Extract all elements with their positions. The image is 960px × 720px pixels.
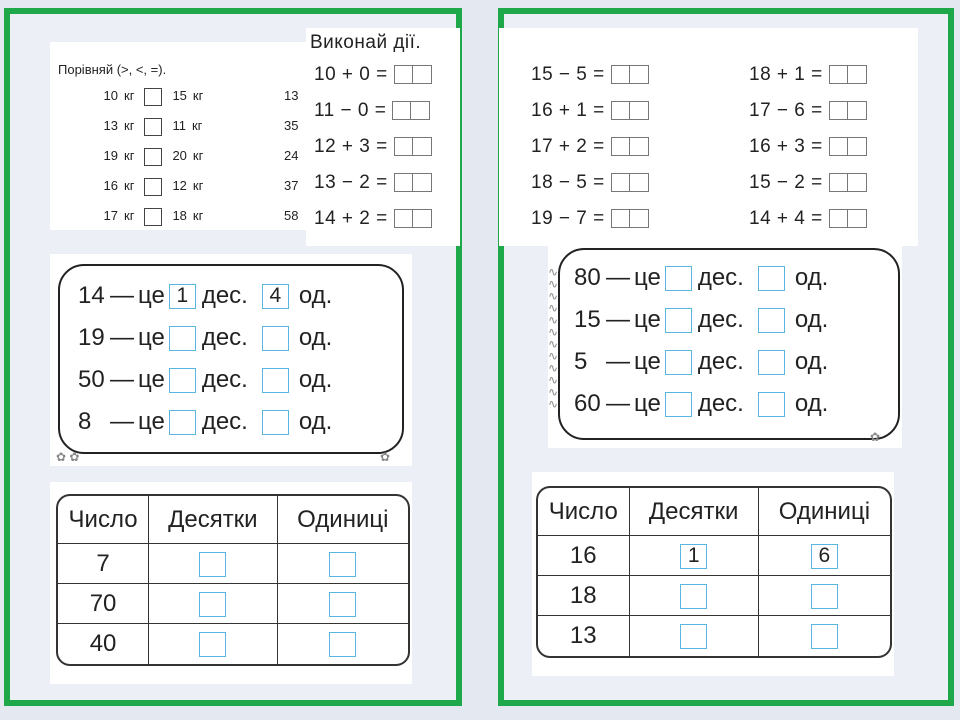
- unit-label: кг: [124, 88, 135, 104]
- table-cell-tens: [149, 584, 277, 624]
- left-table-card: [50, 482, 412, 684]
- answer-box-units[interactable]: [630, 209, 649, 228]
- unit-label: кг: [191, 118, 203, 134]
- table-cell-number: 13: [538, 616, 630, 656]
- decomp-number: 14: [78, 282, 105, 309]
- decomp-row: [574, 264, 828, 292]
- tens-answer-box[interactable]: [665, 350, 692, 375]
- column-header: Одиниці: [759, 488, 890, 536]
- units-answer-box[interactable]: [262, 410, 289, 435]
- task-answer-boxes[interactable]: [829, 100, 867, 122]
- decomp-word-des: дес.: [201, 366, 248, 393]
- table-cell-tens: [149, 624, 277, 664]
- tasks-card-right: [499, 28, 918, 246]
- units-answer-box[interactable]: [262, 326, 289, 351]
- answer-box-tens[interactable]: [611, 137, 630, 156]
- tens-answer-box[interactable]: [199, 552, 226, 577]
- compare-answer-box[interactable]: [144, 118, 162, 136]
- answer-box-tens[interactable]: [611, 65, 630, 84]
- answer-box-units[interactable]: [630, 137, 649, 156]
- decomp-dash: —: [606, 348, 630, 375]
- place-value-table: [536, 486, 892, 658]
- task-expression: 12 + 3 =: [314, 136, 388, 158]
- answer-box-tens[interactable]: [611, 173, 630, 192]
- task-expression: 15 − 5 =: [531, 64, 605, 86]
- decomp-dash: —: [110, 366, 134, 393]
- tens-answer-box[interactable]: [169, 368, 196, 393]
- decomp-dash: —: [606, 264, 630, 291]
- answer-box-units[interactable]: [630, 65, 649, 84]
- table-cell-tens: [630, 536, 759, 576]
- task-answer-boxes[interactable]: [829, 136, 867, 158]
- decomp-word-ce: це: [634, 264, 661, 291]
- task-answer-boxes[interactable]: [394, 64, 432, 86]
- table-cell-units: [278, 544, 408, 584]
- compare-right-value: 11: [172, 118, 186, 134]
- compare-extra-value: 35: [284, 118, 299, 133]
- task-row: [531, 100, 649, 122]
- units-answer-box[interactable]: 6: [811, 544, 838, 569]
- compare-row: [96, 178, 203, 196]
- doodle-decoration: ✿: [380, 450, 391, 464]
- decomp-word-ce: це: [138, 408, 165, 435]
- right-table-card: [532, 472, 894, 676]
- compare-row: [96, 208, 203, 226]
- answer-box-units[interactable]: [848, 209, 867, 228]
- task-row: [314, 64, 432, 86]
- task-row: [531, 172, 649, 194]
- units-answer-box[interactable]: [758, 308, 785, 333]
- decomp-word-des: дес.: [697, 348, 744, 375]
- tens-answer-box[interactable]: [169, 326, 196, 351]
- units-answer-box[interactable]: [811, 584, 838, 609]
- answer-box-units[interactable]: [848, 173, 867, 192]
- decomp-dash: —: [110, 282, 134, 309]
- units-answer-box[interactable]: [262, 368, 289, 393]
- compare-extra-value: 58: [284, 208, 299, 223]
- table-cell-tens: [630, 616, 759, 656]
- task-answer-boxes[interactable]: [829, 208, 867, 230]
- task-answer-boxes[interactable]: [394, 136, 432, 158]
- unit-label: кг: [192, 88, 204, 104]
- table-row: [58, 544, 408, 584]
- column-header: Десятки: [149, 496, 277, 544]
- table-cell-tens: [630, 576, 759, 616]
- decomp-row: [78, 366, 332, 394]
- compare-title: Порівняй (>, <, =).: [58, 62, 167, 77]
- table-row: [538, 576, 890, 616]
- table-cell-number: 7: [58, 544, 149, 584]
- answer-box-units[interactable]: [848, 65, 867, 84]
- compare-extra-value: 37: [284, 178, 299, 193]
- decomp-word-ce: це: [138, 366, 165, 393]
- table-cell-number: 70: [58, 584, 149, 624]
- column-header: Десятки: [630, 488, 759, 536]
- task-expression: 14 + 2 =: [314, 208, 388, 230]
- answer-box-units[interactable]: [411, 101, 430, 120]
- table-cell-tens: [149, 544, 277, 584]
- tasks-card: [306, 28, 460, 246]
- task-expression: 18 + 1 =: [749, 64, 823, 86]
- unit-label: кг: [124, 208, 135, 224]
- decomp-word-od: од.: [794, 306, 829, 333]
- compare-answer-box[interactable]: [144, 178, 162, 196]
- decomp-word-des: дес.: [201, 408, 248, 435]
- decomp-word-ce: це: [634, 306, 661, 333]
- task-row: [749, 172, 867, 194]
- unit-label: кг: [124, 178, 135, 194]
- decomp-word-od: од.: [794, 264, 829, 291]
- answer-box-tens[interactable]: [392, 101, 411, 120]
- task-row: [314, 100, 430, 122]
- tens-answer-box[interactable]: [169, 410, 196, 435]
- answer-box-units[interactable]: [413, 137, 432, 156]
- task-expression: 13 − 2 =: [314, 172, 388, 194]
- task-row: [531, 64, 649, 86]
- answer-box-units[interactable]: [413, 65, 432, 84]
- tens-answer-box[interactable]: 1: [169, 284, 196, 309]
- compare-right-value: 18: [172, 208, 187, 224]
- answer-box-tens[interactable]: [394, 65, 413, 84]
- task-expression: 11 − 0 =: [314, 100, 387, 122]
- compare-answer-box[interactable]: [144, 148, 162, 166]
- answer-box-tens[interactable]: [611, 209, 630, 228]
- decomp-word-ce: це: [138, 282, 165, 309]
- doodle-decoration: ✿ ✿: [56, 450, 80, 464]
- decomp-word-od: од.: [794, 390, 829, 417]
- decomp-word-od: од.: [298, 282, 333, 309]
- compare-row: [96, 88, 203, 106]
- task-answer-boxes[interactable]: [611, 100, 649, 122]
- task-expression: 16 + 3 =: [749, 136, 823, 158]
- task-expression: 17 + 2 =: [531, 136, 605, 158]
- table-cell-units: [759, 616, 890, 656]
- decomp-word-des: дес.: [201, 282, 248, 309]
- answer-box-tens[interactable]: [829, 137, 848, 156]
- decomp-row: [78, 324, 332, 352]
- task-answer-boxes[interactable]: [394, 172, 432, 194]
- units-answer-box[interactable]: 4: [262, 284, 289, 309]
- task-row: [531, 208, 649, 230]
- task-expression: 15 − 2 =: [749, 172, 823, 194]
- decomp-number: 80: [574, 264, 601, 291]
- decomp-row: [574, 348, 828, 376]
- decomp-word-ce: це: [634, 390, 661, 417]
- decomp-word-od: од.: [794, 348, 829, 375]
- units-answer-box[interactable]: [329, 552, 356, 577]
- compare-answer-box[interactable]: [144, 88, 162, 106]
- answer-box-units[interactable]: [413, 173, 432, 192]
- compare-extra-value: 13: [284, 88, 299, 103]
- decomp-word-ce: це: [634, 348, 661, 375]
- tens-answer-box[interactable]: [199, 632, 226, 657]
- answer-box-tens[interactable]: [611, 101, 630, 120]
- task-row: [314, 208, 432, 230]
- place-value-table: [56, 494, 410, 666]
- table-cell-number: 40: [58, 624, 149, 664]
- column-header: Одиниці: [278, 496, 408, 544]
- decomp-row: [574, 306, 828, 334]
- table-cell-units: [759, 536, 890, 576]
- task-row: [749, 64, 867, 86]
- answer-box-tens[interactable]: [394, 173, 413, 192]
- answer-box-tens[interactable]: [829, 101, 848, 120]
- answer-box-units[interactable]: [413, 209, 432, 228]
- table-cell-number: 16: [538, 536, 630, 576]
- decomp-row: [78, 282, 332, 310]
- task-expression: 19 − 7 =: [531, 208, 605, 230]
- compare-extra-value: 24: [284, 148, 299, 163]
- decomp-number: 19: [78, 324, 105, 351]
- task-answer-boxes[interactable]: [394, 208, 432, 230]
- answer-box-tens[interactable]: [394, 209, 413, 228]
- unit-label: кг: [192, 148, 204, 164]
- decomp-row: [574, 390, 828, 418]
- table-row: [538, 536, 890, 576]
- task-expression: 14 + 4 =: [749, 208, 823, 230]
- decomp-word-od: од.: [298, 324, 333, 351]
- tens-answer-box[interactable]: [680, 584, 707, 609]
- unit-label: кг: [124, 118, 135, 134]
- task-answer-boxes[interactable]: [392, 100, 430, 122]
- compare-left-value: 19: [103, 148, 118, 164]
- task-answer-boxes[interactable]: [611, 172, 649, 194]
- compare-left-value: 10: [103, 88, 118, 104]
- task-row: [531, 136, 649, 158]
- task-row: [749, 100, 867, 122]
- decomp-word-des: дес.: [697, 306, 744, 333]
- table-header-row: [58, 496, 408, 544]
- task-answer-boxes[interactable]: [611, 136, 649, 158]
- task-expression: 18 − 5 =: [531, 172, 605, 194]
- table-cell-units: [278, 624, 408, 664]
- tens-answer-box[interactable]: [199, 592, 226, 617]
- task-answer-boxes[interactable]: [829, 64, 867, 86]
- units-answer-box[interactable]: [329, 632, 356, 657]
- task-answer-boxes[interactable]: [829, 172, 867, 194]
- column-header: Число: [538, 488, 630, 536]
- compare-row: [96, 118, 202, 136]
- answer-box-units[interactable]: [630, 173, 649, 192]
- table-row: [538, 616, 890, 656]
- answer-box-tens[interactable]: [829, 173, 848, 192]
- task-row: [749, 208, 867, 230]
- compare-answer-box[interactable]: [144, 208, 162, 226]
- decomp-number: 50: [78, 366, 105, 393]
- units-answer-box[interactable]: [758, 392, 785, 417]
- tasks-title: Виконай дії.: [310, 32, 422, 53]
- unit-label: кг: [124, 148, 135, 164]
- tens-answer-box[interactable]: [665, 266, 692, 291]
- units-answer-box[interactable]: [758, 350, 785, 375]
- task-expression: 10 + 0 =: [314, 64, 388, 86]
- table-header-row: [538, 488, 890, 536]
- answer-box-units[interactable]: [848, 137, 867, 156]
- decomp-word-od: од.: [298, 366, 333, 393]
- tens-answer-box[interactable]: [665, 308, 692, 333]
- doodle-decoration: ∿ ∿ ∿ ∿ ∿ ∿ ∿ ∿ ∿ ∿ ∿ ∿: [548, 265, 559, 411]
- task-answer-boxes[interactable]: [611, 64, 649, 86]
- compare-left-value: 17: [103, 208, 118, 224]
- task-answer-boxes[interactable]: [611, 208, 649, 230]
- decomp-word-od: од.: [298, 408, 333, 435]
- table-row: [58, 584, 408, 624]
- decomp-dash: —: [606, 390, 630, 417]
- units-answer-box[interactable]: [329, 592, 356, 617]
- tens-answer-box[interactable]: 1: [680, 544, 707, 569]
- units-answer-box[interactable]: [811, 624, 838, 649]
- decomp-word-des: дес.: [697, 264, 744, 291]
- decomp-number: 60: [574, 390, 601, 417]
- compare-right-value: 15: [172, 88, 187, 104]
- task-row: [749, 136, 867, 158]
- tens-answer-box[interactable]: [665, 392, 692, 417]
- answer-box-units[interactable]: [848, 101, 867, 120]
- decomp-number: 15: [574, 306, 601, 333]
- left-decomp-card: [50, 254, 412, 466]
- compare-row: [96, 148, 203, 166]
- compare-card: [50, 42, 312, 230]
- tens-answer-box[interactable]: [680, 624, 707, 649]
- answer-box-tens[interactable]: [829, 209, 848, 228]
- task-expression: 16 + 1 =: [531, 100, 605, 122]
- task-row: [314, 136, 432, 158]
- decomp-word-des: дес.: [697, 390, 744, 417]
- column-header: Число: [58, 496, 149, 544]
- table-cell-units: [759, 576, 890, 616]
- units-answer-box[interactable]: [758, 266, 785, 291]
- table-row: [58, 624, 408, 664]
- table-cell-number: 18: [538, 576, 630, 616]
- compare-left-value: 16: [103, 178, 118, 194]
- decomp-word-ce: це: [138, 324, 165, 351]
- decomp-dash: —: [110, 408, 134, 435]
- unit-label: кг: [192, 178, 204, 194]
- compare-right-value: 20: [172, 148, 187, 164]
- doodle-decoration: ✿: [870, 430, 881, 444]
- decomp-number: 5: [574, 348, 588, 375]
- answer-box-tens[interactable]: [829, 65, 848, 84]
- decomp-dash: —: [110, 324, 134, 351]
- task-expression: 17 − 6 =: [749, 100, 823, 122]
- decomp-dash: —: [606, 306, 630, 333]
- decomp-number: 8: [78, 408, 92, 435]
- compare-right-value: 12: [172, 178, 187, 194]
- table-cell-units: [278, 584, 408, 624]
- unit-label: кг: [192, 208, 204, 224]
- right-decomp-card: [548, 246, 902, 448]
- task-row: [314, 172, 432, 194]
- decomp-word-des: дес.: [201, 324, 248, 351]
- answer-box-units[interactable]: [630, 101, 649, 120]
- compare-left-value: 13: [103, 118, 118, 134]
- answer-box-tens[interactable]: [394, 137, 413, 156]
- decomp-row: [78, 408, 332, 436]
